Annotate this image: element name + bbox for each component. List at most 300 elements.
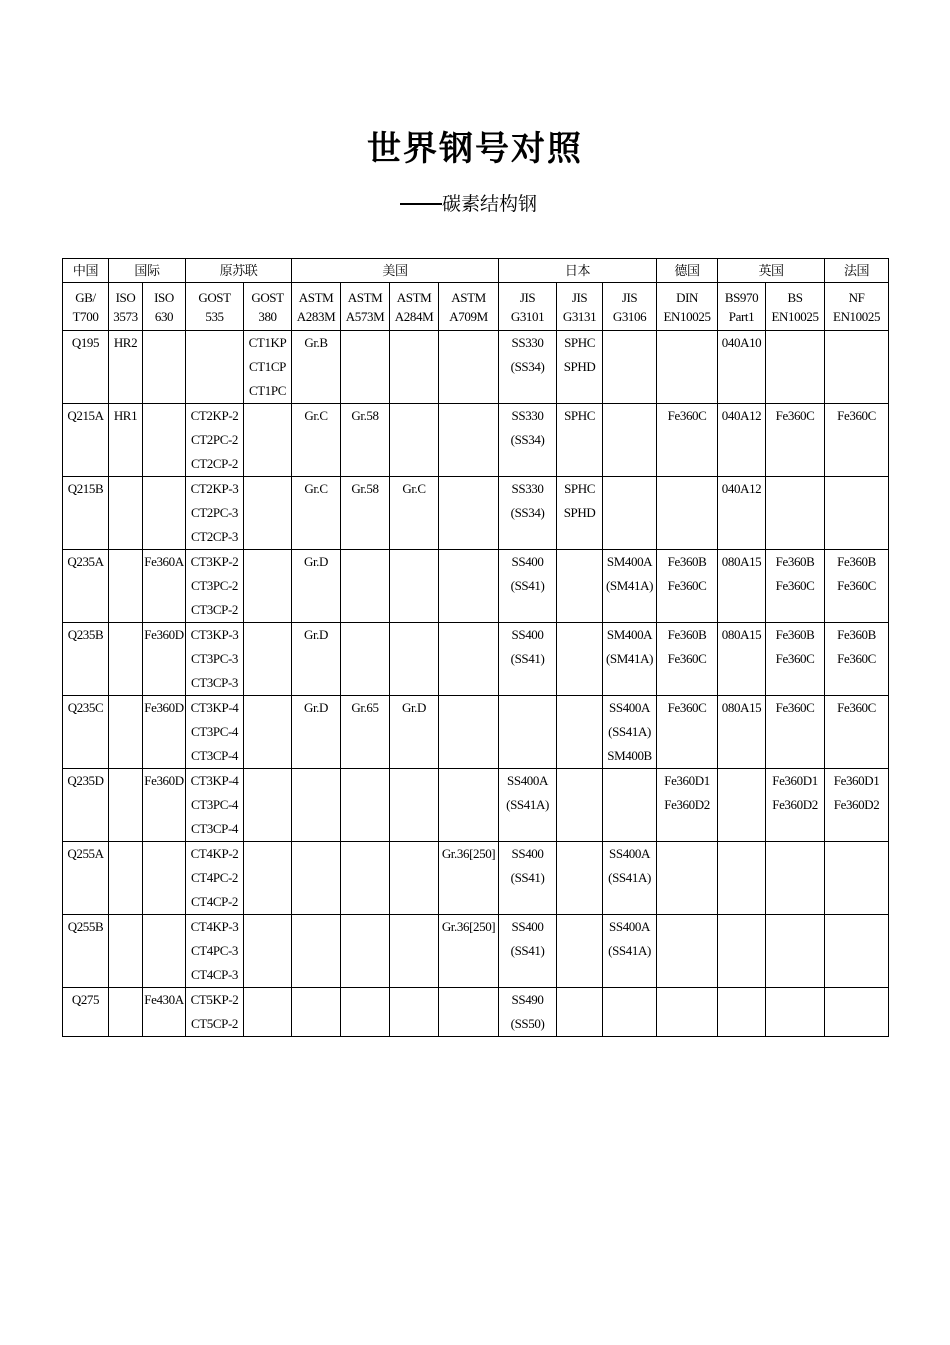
equivalent-grade-cell [603,769,657,842]
equivalent-grade-cell [244,988,292,1037]
equivalent-grade-cell [292,404,341,477]
grade-line: SS490 [511,992,544,1007]
standard-header-cell [499,283,557,331]
equivalent-grade-cell [766,842,825,915]
grade-line: Fe360C [667,408,707,423]
grade-line: CT4CP-2 [190,894,239,909]
grade-line: Fe360C [775,700,815,715]
standard-header-line: EN10025 [771,308,819,324]
equivalent-grade-cell [244,696,292,769]
equivalent-grade-cell [825,988,889,1037]
equivalent-grade-cell [603,550,657,623]
equivalent-grade-cell [341,550,390,623]
equivalent-grade-cell [557,988,603,1037]
standard-header-line: G3101 [510,308,545,324]
grade-line: CT3CP-4 [190,748,239,763]
equivalent-grade-cell [657,404,718,477]
country-header-cell: 中国 [63,259,109,283]
grade-line: Gr.C [304,408,328,423]
equivalent-grade-cell [499,550,557,623]
grade-line: Gr.36[250] [441,919,496,934]
standard-header-line: ASTM [347,289,383,305]
grade-line: (SS34) [510,359,545,374]
grade-line: Gr.58 [351,481,379,496]
equivalent-grade-cell [143,331,186,404]
grade-line: Q235A [67,554,104,569]
grade-line: SS400A [609,700,650,715]
standard-header-line: ISO [115,289,136,305]
equivalent-grade-cell [143,696,186,769]
country-header-cell: 英国 [718,259,825,283]
standard-header-cell [825,283,889,331]
equivalent-grade-cell [439,988,499,1037]
grade-line: CT4CP-3 [190,967,239,982]
equivalent-grade-cell [557,696,603,769]
equivalent-grade-cell [718,477,766,550]
grade-line: CT2PC-3 [190,505,239,520]
equivalent-grade-cell [390,769,439,842]
standard-header-cell [557,283,603,331]
standard-header-cell [439,283,499,331]
equivalent-grade-cell [499,331,557,404]
equivalent-grade-cell [499,404,557,477]
equivalent-grade-cell [186,477,244,550]
equivalent-grade-cell [109,988,143,1037]
grade-line: Fe360C [667,651,707,666]
table-row [63,915,889,988]
standard-header-line: GOST [198,289,231,305]
grade-line: Fe360D1 [833,773,880,788]
subtitle-dash [400,203,442,205]
equivalent-grade-cell [109,331,143,404]
grade-line: CT3CP-4 [190,821,239,836]
equivalent-grade-cell [292,915,341,988]
grade-line: Gr.58 [351,408,379,423]
equivalent-grade-cell [657,842,718,915]
equivalent-grade-cell [244,842,292,915]
equivalent-grade-cell [557,842,603,915]
equivalent-grade-cell [341,623,390,696]
standard-header-cell [718,283,766,331]
equivalent-grade-cell [825,331,889,404]
equivalent-grade-cell [186,404,244,477]
equivalent-grade-cell [657,696,718,769]
grade-line: Gr.B [304,335,328,350]
equivalent-grade-cell [825,769,889,842]
standard-header-cell [603,283,657,331]
grade-line: Gr.65 [351,700,379,715]
equivalent-grade-cell [603,988,657,1037]
equivalent-grade-cell [292,623,341,696]
grade-line: CT3KP-2 [190,554,239,569]
grade-line: Fe360C [667,578,707,593]
grade-line: Fe360B [667,627,707,642]
grade-line: SS400 [511,627,544,642]
country-header-cell: 原苏联 [186,259,292,283]
country-header-row [63,259,889,283]
grade-line: SPHC [564,481,595,496]
grade-line: Gr.D [303,554,329,569]
grade-line: CT3CP-2 [190,602,239,617]
grade-line: SPHD [563,505,596,520]
equivalent-grade-cell [499,623,557,696]
equivalent-grade-cell [766,331,825,404]
grade-line: 080A15 [721,700,762,715]
grade-line: Fe360C [837,651,876,666]
grade-line: CT1CP [249,359,287,374]
equivalent-grade-cell [186,842,244,915]
equivalent-grade-cell [143,769,186,842]
equivalent-grade-cell [439,331,499,404]
grade-cell [63,696,109,769]
steel-grade-table [62,258,889,1037]
country-header-cell: 法国 [825,259,889,283]
standard-header-line: EN10025 [833,308,881,324]
equivalent-grade-cell [657,769,718,842]
grade-line: Fe360D2 [664,797,710,812]
grade-line: Fe360C [837,578,876,593]
standard-header-line: A284M [394,308,434,324]
table-row [63,769,889,842]
equivalent-grade-cell [603,404,657,477]
standard-header-line: G3131 [562,308,597,324]
grade-line: 080A15 [721,627,762,642]
equivalent-grade-cell [825,477,889,550]
table-row [63,623,889,696]
equivalent-grade-cell [557,769,603,842]
grade-line: Fe360D1 [772,773,818,788]
equivalent-grade-cell [718,769,766,842]
grade-line: Q195 [71,335,100,350]
grade-cell [63,477,109,550]
standard-header-cell [63,283,109,331]
equivalent-grade-cell [341,769,390,842]
equivalent-grade-cell [825,550,889,623]
standard-header-line: EN10025 [663,308,711,324]
grade-line: Gr.C [304,481,328,496]
grade-line: SM400B [607,748,652,763]
grade-line: Fe360D2 [833,797,880,812]
equivalent-grade-cell [186,550,244,623]
equivalent-grade-cell [439,550,499,623]
equivalent-grade-cell [186,915,244,988]
equivalent-grade-cell [341,404,390,477]
grade-line: CT3PC-3 [190,651,239,666]
grade-line: CT3KP-4 [190,700,239,715]
grade-line: SS400 [511,919,544,934]
equivalent-grade-cell [499,477,557,550]
country-header-cell: 国际 [109,259,186,283]
equivalent-grade-cell [390,550,439,623]
table-row [63,696,889,769]
equivalent-grade-cell [244,915,292,988]
grade-cell [63,988,109,1037]
grade-line: Fe360B [775,627,815,642]
equivalent-grade-cell [766,915,825,988]
equivalent-grade-cell [499,696,557,769]
table-row [63,477,889,550]
equivalent-grade-cell [825,915,889,988]
grade-line: SM400A [606,627,653,642]
table-row [63,988,889,1037]
grade-line: Fe360D [144,700,184,715]
grade-line: CT5CP-2 [190,1016,239,1031]
standard-header-line: ISO [154,289,174,305]
equivalent-grade-cell [244,477,292,550]
grade-line: (SS41A) [608,943,651,958]
grade-cell [63,623,109,696]
equivalent-grade-cell [244,550,292,623]
equivalent-grade-cell [341,988,390,1037]
grade-line: SS400A [609,846,650,861]
equivalent-grade-cell [439,769,499,842]
grade-line: (SS41) [510,943,545,958]
standard-header-line: JIS [571,289,588,305]
grade-line: CT3CP-3 [190,675,239,690]
equivalent-grade-cell [143,477,186,550]
grade-line: CT1KP [248,335,287,350]
grade-line: (SS41) [510,578,545,593]
equivalent-grade-cell [390,988,439,1037]
equivalent-grade-cell [499,842,557,915]
grade-line: Fe360C [775,408,815,423]
grade-line: HR1 [113,408,138,423]
equivalent-grade-cell [603,915,657,988]
equivalent-grade-cell [557,331,603,404]
standard-header-line: Part1 [728,308,755,324]
equivalent-grade-cell [109,404,143,477]
equivalent-grade-cell [439,915,499,988]
equivalent-grade-cell [292,842,341,915]
equivalent-grade-cell [439,623,499,696]
grade-line: CT4KP-3 [190,919,239,934]
grade-line: 040A12 [721,408,762,423]
grade-line: Q235C [67,700,104,715]
equivalent-grade-cell [825,404,889,477]
equivalent-grade-cell [109,842,143,915]
equivalent-grade-cell [292,550,341,623]
equivalent-grade-cell [603,331,657,404]
equivalent-grade-cell [292,477,341,550]
grade-cell [63,915,109,988]
grade-line: (SM41A) [606,578,654,593]
standard-header-cell [390,283,439,331]
country-header-cell: 德国 [657,259,718,283]
table-row [63,331,889,404]
grade-line: Fe360C [837,408,876,423]
grade-line: HR2 [113,335,138,350]
grade-line: Q275 [71,992,100,1007]
grade-line: SPHD [563,359,596,374]
grade-line: CT3PC-4 [190,724,239,739]
equivalent-grade-cell [718,988,766,1037]
equivalent-grade-cell [341,477,390,550]
equivalent-grade-cell [557,477,603,550]
grade-line: Fe430A [144,992,184,1007]
grade-line: Fe360B [775,554,815,569]
equivalent-grade-cell [109,915,143,988]
grade-line: SS330 [511,335,544,350]
equivalent-grade-cell [390,915,439,988]
equivalent-grade-cell [766,769,825,842]
grade-line: SS330 [511,408,544,423]
grade-line: (SS41) [510,870,545,885]
table-row [63,550,889,623]
page-title: 世界钢号对照 [367,131,583,168]
equivalent-grade-cell [109,550,143,623]
table-row [63,404,889,477]
grade-line: SS400 [511,554,544,569]
equivalent-grade-cell [143,988,186,1037]
grade-line: SM400A [606,554,653,569]
grade-line: Fe360A [144,554,184,569]
equivalent-grade-cell [499,769,557,842]
equivalent-grade-cell [390,477,439,550]
standard-header-line: GOST [251,289,284,305]
grade-line: CT2KP-2 [190,408,239,423]
grade-line: SPHC [564,408,595,423]
grade-line: CT2CP-3 [190,529,239,544]
equivalent-grade-cell [143,915,186,988]
equivalent-grade-cell [557,623,603,696]
equivalent-grade-cell [244,331,292,404]
equivalent-grade-cell [657,623,718,696]
grade-cell [63,769,109,842]
equivalent-grade-cell [766,696,825,769]
equivalent-grade-cell [825,696,889,769]
grade-line: Fe360D [144,627,184,642]
grade-line: Gr.C [402,481,426,496]
grade-line: Fe360B [837,554,876,569]
grade-line: (SS41A) [608,870,651,885]
equivalent-grade-cell [439,842,499,915]
standard-header-cell [186,283,244,331]
standard-header-line: BS [787,289,803,305]
equivalent-grade-cell [766,550,825,623]
equivalent-grade-cell [657,477,718,550]
equivalent-grade-cell [499,915,557,988]
grade-line: Fe360C [775,578,815,593]
standard-header-line: DIN [676,289,698,305]
grade-line: Q215A [67,408,104,423]
grade-line: SS400 [511,846,544,861]
equivalent-grade-cell [244,623,292,696]
equivalent-grade-cell [657,915,718,988]
grade-line: Fe360B [667,554,707,569]
equivalent-grade-cell [603,477,657,550]
equivalent-grade-cell [186,696,244,769]
equivalent-grade-cell [718,915,766,988]
standard-header-line: JIS [621,289,638,305]
equivalent-grade-cell [718,550,766,623]
equivalent-grade-cell [341,842,390,915]
standard-header-cell [766,283,825,331]
equivalent-grade-cell [244,404,292,477]
equivalent-grade-cell [341,696,390,769]
grade-cell [63,331,109,404]
equivalent-grade-cell [439,404,499,477]
grade-line: CT1PC [249,383,287,398]
grade-line: CT4PC-3 [190,943,239,958]
grade-line: CT4PC-2 [190,870,239,885]
country-header-cell: 日本 [499,259,657,283]
page-subtitle [400,192,537,218]
equivalent-grade-cell [292,331,341,404]
grade-line: (SS34) [510,505,545,520]
grade-line: Q235B [67,627,104,642]
equivalent-grade-cell [657,331,718,404]
grade-line: Gr.D [303,700,329,715]
equivalent-grade-cell [143,404,186,477]
grade-line: Gr.D [303,627,329,642]
grade-line: CT3KP-4 [190,773,239,788]
grade-line: SS400A [609,919,650,934]
equivalent-grade-cell [390,331,439,404]
equivalent-grade-cell [766,477,825,550]
equivalent-grade-cell [292,988,341,1037]
equivalent-grade-cell [603,842,657,915]
standard-header-line: G3106 [612,308,647,324]
standard-header-cell [292,283,341,331]
standard-header-line: ASTM [396,289,432,305]
equivalent-grade-cell [143,623,186,696]
grade-line: Fe360D1 [664,773,710,788]
grade-cell [63,842,109,915]
equivalent-grade-cell [390,696,439,769]
grade-line: 040A12 [721,481,762,496]
grade-line: CT3PC-4 [190,797,239,812]
equivalent-grade-cell [292,696,341,769]
equivalent-grade-cell [557,915,603,988]
equivalent-grade-cell [439,696,499,769]
equivalent-grade-cell [390,404,439,477]
grade-line: Fe360B [837,627,876,642]
equivalent-grade-cell [718,404,766,477]
standard-header-line: JIS [519,289,536,305]
grade-line: Fe360D [144,773,184,788]
equivalent-grade-cell [825,623,889,696]
equivalent-grade-cell [557,404,603,477]
grade-line: SPHC [564,335,595,350]
equivalent-grade-cell [390,623,439,696]
subtitle-text: 碳素结构钢 [442,194,538,215]
grade-line: Q255B [67,919,104,934]
equivalent-grade-cell [766,623,825,696]
grade-line: SS400A [507,773,548,788]
grade-line: Q215B [67,481,104,496]
equivalent-grade-cell [766,988,825,1037]
grade-line: Fe360C [775,651,815,666]
standard-header-row [63,283,889,331]
grade-line: CT4KP-2 [190,846,239,861]
standard-header-cell [244,283,292,331]
equivalent-grade-cell [390,842,439,915]
grade-line: Q235D [67,773,104,788]
standard-header-line: 380 [258,308,277,324]
grade-line: 040A10 [721,335,762,350]
equivalent-grade-cell [109,477,143,550]
grade-line: Q255A [67,846,104,861]
equivalent-grade-cell [657,550,718,623]
standard-header-line: A709M [449,308,488,324]
equivalent-grade-cell [825,842,889,915]
standard-header-line: NF [848,289,865,305]
standard-header-line: 3573 [113,308,138,324]
equivalent-grade-cell [186,331,244,404]
grade-line: CT2KP-3 [190,481,239,496]
equivalent-grade-cell [109,623,143,696]
equivalent-grade-cell [292,769,341,842]
